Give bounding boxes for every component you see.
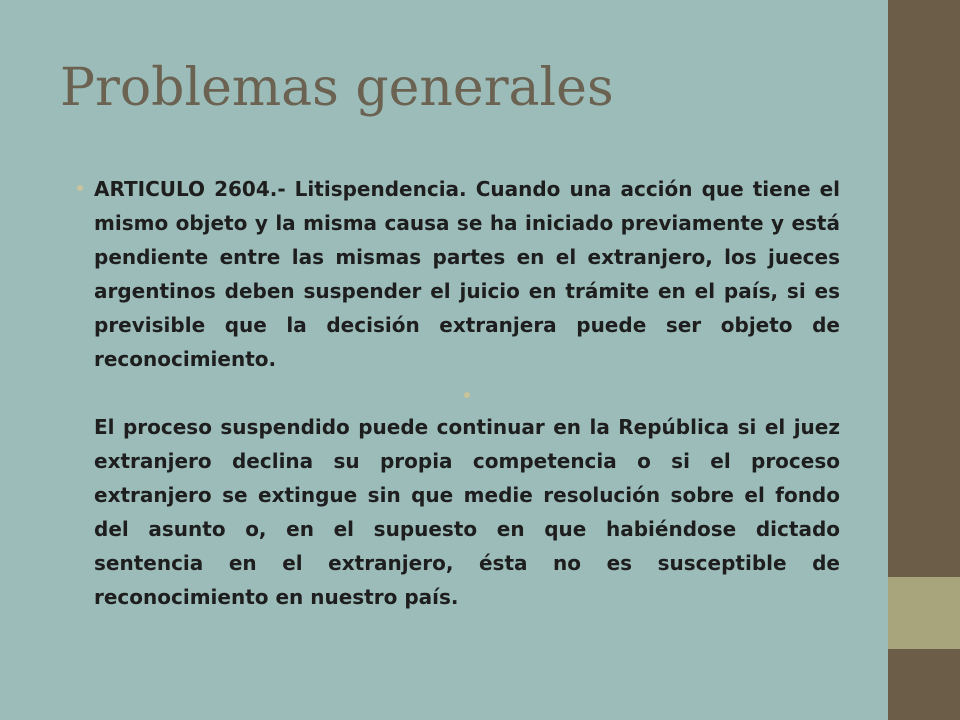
bullet-paragraph-article — [74, 172, 840, 376]
decorative-side-band — [888, 577, 960, 649]
article-text: ARTICULO 2604.- Litispendencia. Cuando una acción que tiene el mismo objeto y la misma causa se ha iniciado previamente y está pendiente entre las mismas partes en el extranjero, los jueces argentinos deben suspender el juicio en trámite en el país, si es previsible que la decisión extranjera puede ser objeto de reconocimiento. — [94, 177, 840, 371]
continuation-text: El proceso suspendido puede continuar en la República si el juez extranjero declina su propia competencia o si el proceso extranjero se extingue sin que medie resolución sobre el fondo del asunto o, en el supuesto en que habiéndose dictado sentencia en el extranjero, ésta no es susceptible de reconocimiento en nuestro país. — [94, 415, 840, 609]
bullet-dot — [77, 185, 83, 191]
slide-body — [74, 172, 840, 614]
bullet-dot-empty — [464, 392, 470, 398]
paragraph-continuation — [74, 410, 840, 614]
slide-title: Problemas generales — [60, 58, 614, 118]
